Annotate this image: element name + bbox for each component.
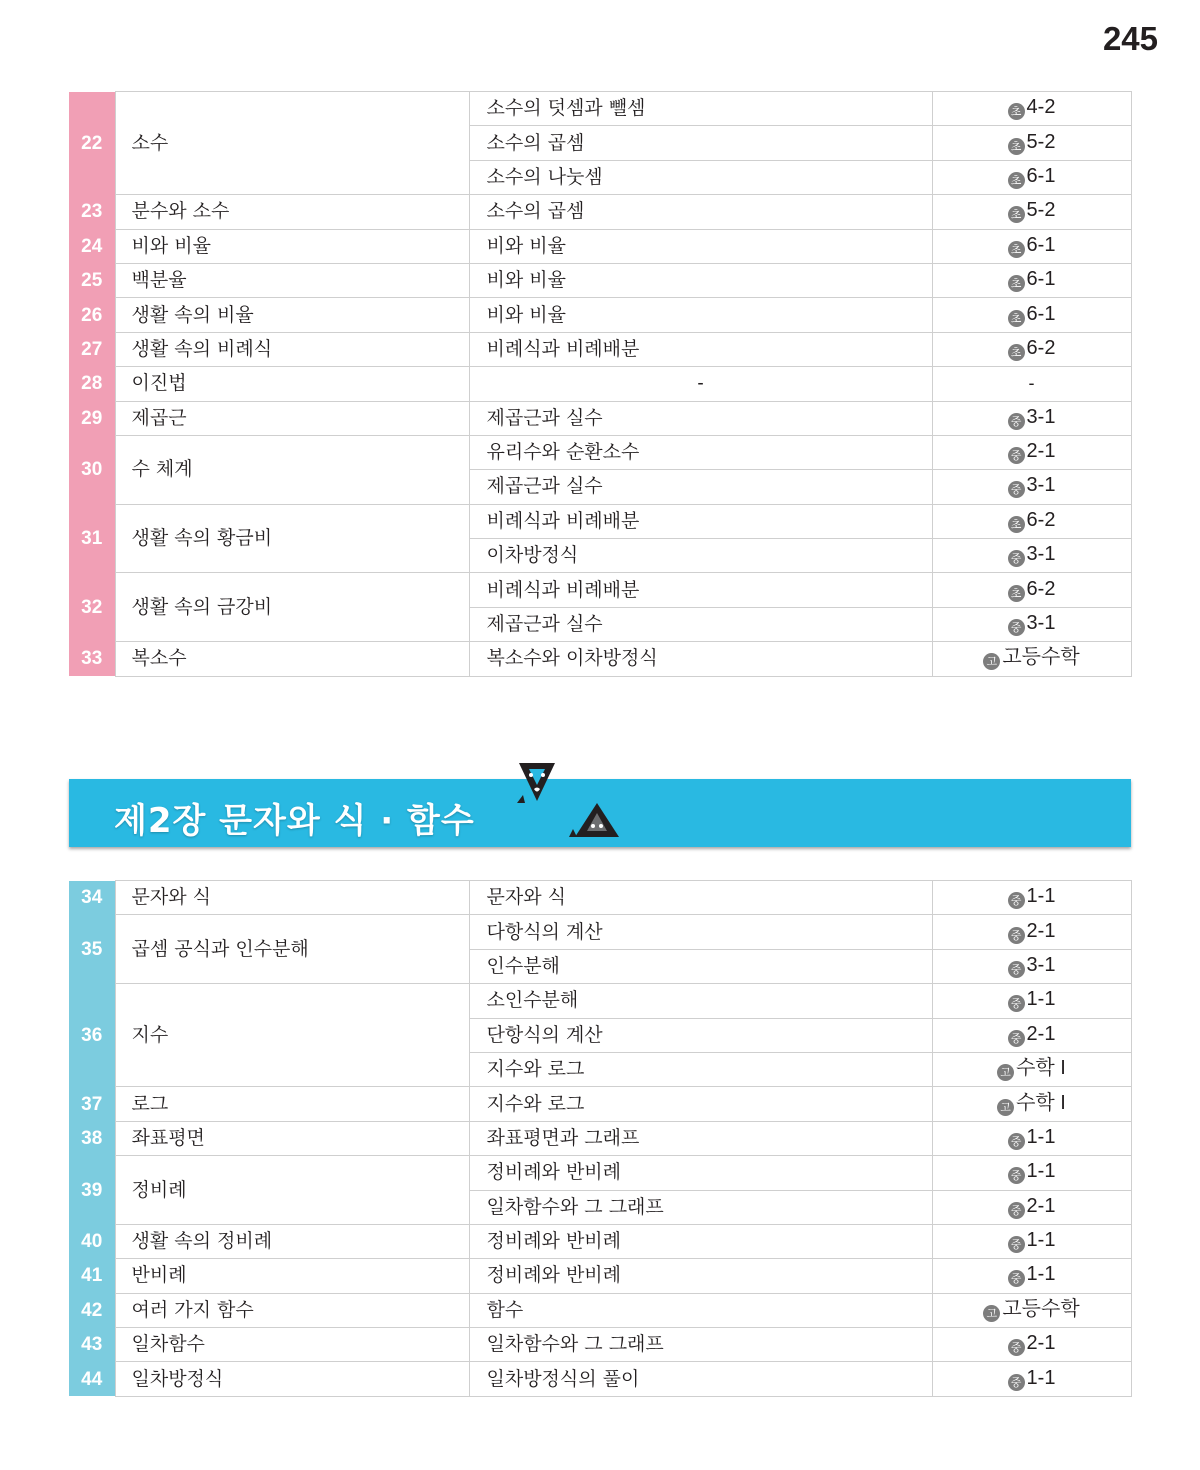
school-level-badge-icon: 중 <box>1008 995 1025 1012</box>
grade-text: 수학 I <box>1016 1057 1066 1080</box>
lesson-topic: 분수와 소수 <box>115 195 469 229</box>
curriculum-unit: 문자와 식 <box>469 881 932 915</box>
school-level-badge-icon: 중 <box>1008 927 1025 944</box>
table-row <box>69 642 1131 676</box>
lesson-number: 41 <box>69 1259 115 1293</box>
table-row <box>69 401 1131 435</box>
curriculum-unit: 소수의 나눗셈 <box>469 160 932 194</box>
table-row <box>69 1121 1131 1155</box>
lesson-topic: 정비례 <box>115 1156 469 1225</box>
grade-text: 5-2 <box>1026 199 1056 222</box>
grade-text: 6-1 <box>1026 233 1056 256</box>
curriculum-unit: 비와 비율 <box>469 263 932 297</box>
lesson-number: 29 <box>69 401 115 435</box>
table-row <box>69 332 1131 366</box>
grade-level <box>932 984 1131 1018</box>
lesson-number: 42 <box>69 1293 115 1327</box>
curriculum-table-section-1 <box>69 91 1132 677</box>
curriculum-unit: 일차방정식의 풀이 <box>469 1362 932 1396</box>
curriculum-unit: 함수 <box>469 1293 932 1327</box>
lesson-topic: 문자와 식 <box>115 881 469 915</box>
grade-level <box>932 92 1131 126</box>
grade-level <box>932 160 1131 194</box>
grade-level <box>932 126 1131 160</box>
lesson-topic: 생활 속의 비율 <box>115 298 469 332</box>
curriculum-unit: - <box>469 367 932 401</box>
page-number: 245 <box>1102 20 1158 57</box>
curriculum-unit: 제곱근과 실수 <box>469 470 932 504</box>
curriculum-table-section-2 <box>69 880 1132 1397</box>
grade-text: 6-2 <box>1026 336 1056 359</box>
school-level-badge-icon: 고 <box>983 1305 1000 1322</box>
curriculum-unit: 인수분해 <box>469 949 932 983</box>
lesson-number: 22 <box>69 92 115 195</box>
lesson-topic: 복소수 <box>115 642 469 676</box>
lesson-number: 38 <box>69 1121 115 1155</box>
grade-level <box>932 881 1131 915</box>
curriculum-unit: 좌표평면과 그래프 <box>469 1121 932 1155</box>
lesson-topic: 지수 <box>115 984 469 1087</box>
curriculum-unit: 일차함수와 그 그래프 <box>469 1190 932 1224</box>
grade-level <box>932 1293 1131 1327</box>
curriculum-unit: 이차방정식 <box>469 539 932 573</box>
table-row <box>69 573 1131 607</box>
curriculum-unit: 정비례와 반비례 <box>469 1259 932 1293</box>
grade-level <box>932 435 1131 469</box>
curriculum-unit: 지수와 로그 <box>469 1087 932 1121</box>
grade-level <box>932 1224 1131 1258</box>
school-level-badge-icon: 중 <box>1008 1202 1025 1219</box>
school-level-badge-icon: 초 <box>1008 172 1025 189</box>
school-level-badge-icon: 초 <box>1008 275 1025 292</box>
school-level-badge-icon: 중 <box>1008 1270 1025 1287</box>
lesson-number: 23 <box>69 195 115 229</box>
lesson-topic: 생활 속의 황금비 <box>115 504 469 573</box>
grade-text: 1-1 <box>1026 1366 1056 1389</box>
lesson-topic: 좌표평면 <box>115 1121 469 1155</box>
grade-level <box>932 298 1131 332</box>
lesson-number: 37 <box>69 1087 115 1121</box>
curriculum-unit: 다항식의 계산 <box>469 915 932 949</box>
school-level-badge-icon: 중 <box>1008 1236 1025 1253</box>
grade-text: 1-1 <box>1026 1263 1056 1286</box>
lesson-number: 25 <box>69 263 115 297</box>
table-row <box>69 881 1131 915</box>
school-level-badge-icon: 중 <box>1008 1030 1025 1047</box>
school-level-badge-icon: 초 <box>1008 516 1025 533</box>
grade-level <box>932 1121 1131 1155</box>
grade-text: 1-1 <box>1026 1229 1056 1252</box>
curriculum-unit: 정비례와 반비례 <box>469 1156 932 1190</box>
grade-text: 1-1 <box>1026 1125 1056 1148</box>
school-level-badge-icon: 고 <box>983 653 1000 670</box>
school-level-badge-icon: 초 <box>1008 206 1025 223</box>
grade-text: 고등수학 <box>1002 1297 1080 1320</box>
curriculum-unit: 비례식과 비례배분 <box>469 332 932 366</box>
school-level-badge-icon: 초 <box>1008 344 1025 361</box>
lesson-topic: 수 체계 <box>115 435 469 504</box>
table-row <box>69 298 1131 332</box>
curriculum-unit: 비례식과 비례배분 <box>469 573 932 607</box>
school-level-badge-icon: 중 <box>1008 481 1025 498</box>
lesson-number: 28 <box>69 367 115 401</box>
grade-level <box>932 1328 1131 1362</box>
grade-level <box>932 401 1131 435</box>
lesson-topic: 일차방정식 <box>115 1362 469 1396</box>
curriculum-unit: 유리수와 순환소수 <box>469 435 932 469</box>
curriculum-unit: 소수의 곱셈 <box>469 126 932 160</box>
lesson-topic: 로그 <box>115 1087 469 1121</box>
grade-level <box>932 573 1131 607</box>
grade-text: 6-2 <box>1026 508 1056 531</box>
curriculum-unit: 비와 비율 <box>469 229 932 263</box>
lesson-number: 36 <box>69 984 115 1087</box>
table-row <box>69 1156 1131 1190</box>
lesson-topic: 여러 가지 함수 <box>115 1293 469 1327</box>
lesson-number: 31 <box>69 504 115 573</box>
grade-text: 2-1 <box>1026 1194 1056 1217</box>
grade-text: 2-1 <box>1026 1332 1056 1355</box>
table-row <box>69 1087 1131 1121</box>
school-level-badge-icon: 초 <box>1008 241 1025 258</box>
table-row <box>69 1328 1131 1362</box>
table-row <box>69 92 1131 126</box>
curriculum-unit: 소수의 덧셈과 뺄셈 <box>469 92 932 126</box>
curriculum-unit: 제곱근과 실수 <box>469 607 932 641</box>
lesson-number: 40 <box>69 1224 115 1258</box>
grade-text: 3-1 <box>1026 405 1056 428</box>
grade-text: 5-2 <box>1026 130 1056 153</box>
grade-text: 4-2 <box>1026 96 1056 119</box>
grade-text: 3-1 <box>1026 953 1056 976</box>
table-row <box>69 263 1131 297</box>
school-level-badge-icon: 초 <box>1008 585 1025 602</box>
lesson-number: 43 <box>69 1328 115 1362</box>
lesson-topic: 소수 <box>115 92 469 195</box>
lesson-topic: 백분율 <box>115 263 469 297</box>
grade-text: 1-1 <box>1026 885 1056 908</box>
curriculum-unit: 소수의 곱셈 <box>469 195 932 229</box>
grade-level <box>932 1259 1131 1293</box>
grade-level <box>932 504 1131 538</box>
curriculum-unit: 복소수와 이차방정식 <box>469 642 932 676</box>
grade-text: 3-1 <box>1026 474 1056 497</box>
decorative-triangle-icon-small <box>569 799 625 839</box>
grade-level <box>932 1362 1131 1396</box>
curriculum-unit: 소인수분해 <box>469 984 932 1018</box>
table-row <box>69 229 1131 263</box>
school-level-badge-icon: 초 <box>1008 103 1025 120</box>
grade-text: 6-1 <box>1026 302 1056 325</box>
curriculum-unit: 단항식의 계산 <box>469 1018 932 1052</box>
chapter-banner <box>69 779 1131 847</box>
lesson-topic: 곱셈 공식과 인수분해 <box>115 915 469 984</box>
curriculum-unit: 제곱근과 실수 <box>469 401 932 435</box>
grade-level <box>932 1052 1131 1086</box>
grade-level <box>932 949 1131 983</box>
table-row <box>69 504 1131 538</box>
grade-text: 6-1 <box>1026 164 1056 187</box>
grade-level <box>932 539 1131 573</box>
grade-text: 2-1 <box>1026 440 1056 463</box>
school-level-badge-icon: 고 <box>997 1099 1014 1116</box>
grade-text: - <box>1028 373 1035 394</box>
school-level-badge-icon: 중 <box>1008 619 1025 636</box>
school-level-badge-icon: 중 <box>1008 447 1025 464</box>
grade-level <box>932 470 1131 504</box>
chapter-title: 제2장 문자와 식 · 함수 <box>114 801 475 841</box>
grade-text: 6-2 <box>1026 577 1056 600</box>
school-level-badge-icon: 중 <box>1008 550 1025 567</box>
grade-text: 3-1 <box>1026 543 1056 566</box>
school-level-badge-icon: 중 <box>1008 1339 1025 1356</box>
grade-text: 2-1 <box>1026 1022 1056 1045</box>
grade-level <box>932 642 1131 676</box>
school-level-badge-icon: 중 <box>1008 1133 1025 1150</box>
lesson-topic: 반비례 <box>115 1259 469 1293</box>
table-row <box>69 367 1131 401</box>
table-row <box>69 1224 1131 1258</box>
lesson-number: 30 <box>69 435 115 504</box>
school-level-badge-icon: 초 <box>1008 310 1025 327</box>
table-row <box>69 1293 1131 1327</box>
grade-level <box>932 1190 1131 1224</box>
lesson-number: 32 <box>69 573 115 642</box>
curriculum-unit: 지수와 로그 <box>469 1052 932 1086</box>
table-row <box>69 915 1131 949</box>
grade-level <box>932 195 1131 229</box>
lesson-number: 34 <box>69 881 115 915</box>
lesson-number: 35 <box>69 915 115 984</box>
grade-text: 2-1 <box>1026 919 1056 942</box>
school-level-badge-icon: 고 <box>997 1064 1014 1081</box>
lesson-number: 27 <box>69 332 115 366</box>
grade-text: 6-1 <box>1026 268 1056 291</box>
school-level-badge-icon: 중 <box>1008 1167 1025 1184</box>
curriculum-unit: 비와 비율 <box>469 298 932 332</box>
school-level-badge-icon: 초 <box>1008 138 1025 155</box>
lesson-topic: 생활 속의 금강비 <box>115 573 469 642</box>
grade-level <box>932 1156 1131 1190</box>
grade-level <box>932 229 1131 263</box>
curriculum-unit: 일차함수와 그 그래프 <box>469 1328 932 1362</box>
lesson-number: 33 <box>69 642 115 676</box>
table-row <box>69 435 1131 469</box>
school-level-badge-icon: 중 <box>1008 413 1025 430</box>
grade-level <box>932 915 1131 949</box>
table-row <box>69 1259 1131 1293</box>
lesson-topic: 제곱근 <box>115 401 469 435</box>
lesson-topic: 일차함수 <box>115 1328 469 1362</box>
school-level-badge-icon: 중 <box>1008 892 1025 909</box>
lesson-topic: 생활 속의 정비례 <box>115 1224 469 1258</box>
grade-level <box>932 332 1131 366</box>
grade-text: 1-1 <box>1026 1160 1056 1183</box>
decorative-triangle-icon-large <box>517 761 557 805</box>
grade-level <box>932 263 1131 297</box>
grade-text: 3-1 <box>1026 612 1056 635</box>
lesson-topic: 이진법 <box>115 367 469 401</box>
lesson-topic: 생활 속의 비례식 <box>115 332 469 366</box>
grade-text: 수학 I <box>1016 1091 1066 1114</box>
grade-level <box>932 1087 1131 1121</box>
school-level-badge-icon: 중 <box>1008 961 1025 978</box>
table-row <box>69 1362 1131 1396</box>
grade-text: 고등수학 <box>1002 646 1080 669</box>
curriculum-unit: 비례식과 비례배분 <box>469 504 932 538</box>
lesson-number: 39 <box>69 1156 115 1225</box>
lesson-number: 44 <box>69 1362 115 1396</box>
school-level-badge-icon: 중 <box>1008 1374 1025 1391</box>
grade-level <box>932 607 1131 641</box>
grade-text: 1-1 <box>1026 988 1056 1011</box>
grade-level <box>932 1018 1131 1052</box>
lesson-number: 26 <box>69 298 115 332</box>
curriculum-unit: 정비례와 반비례 <box>469 1224 932 1258</box>
table-row <box>69 984 1131 1018</box>
lesson-topic: 비와 비율 <box>115 229 469 263</box>
table-row <box>69 195 1131 229</box>
grade-level <box>932 367 1131 401</box>
lesson-number: 24 <box>69 229 115 263</box>
